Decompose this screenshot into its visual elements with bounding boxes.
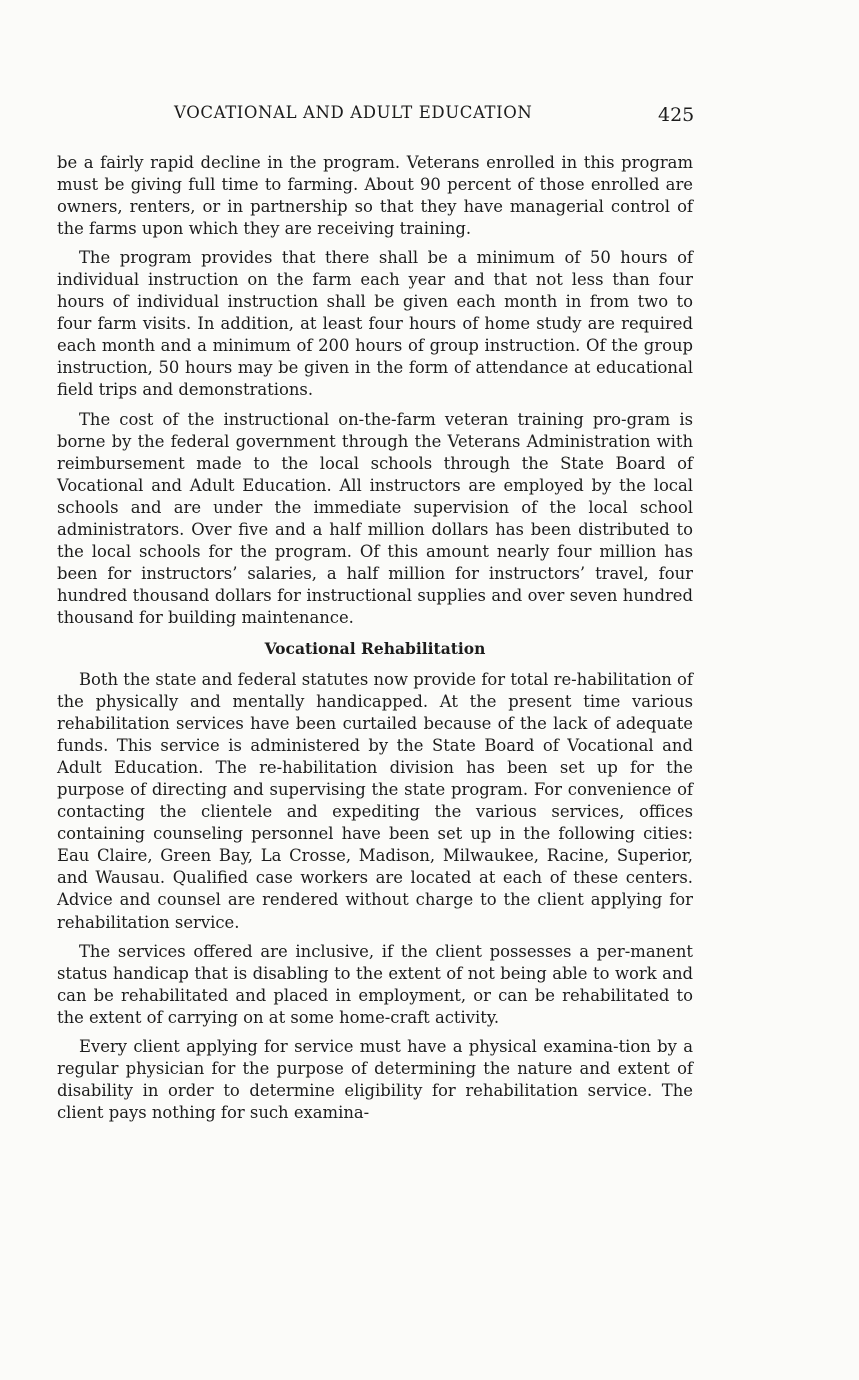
paragraph-rehabilitation-overview: Both the state and federal statutes now provide for total re-habilitation of the physically and mentally handicapped. At the present time various rehabilitation services have been curtailed because of the lack of adequate funds. This service is administered by the State Board of Vocational and Adult Education. The re-habilitation division has been set up for the purpose of directing and supervising the state program. For convenience of contacting the clientele and expediting the various services, offices containing counseling personnel have been set up in the following cities: Eau Claire, Green Bay, La Crosse, Madison, Milwaukee, Racine, Superior, and Wausau. Qualified case workers are located at each of these centers. Advice and counsel are rendered without charge to the client applying for rehabilitation service. [57, 669, 693, 932]
page-number: 425 [658, 104, 695, 126]
page-header [0, 103, 859, 127]
page-body [57, 152, 693, 1124]
running-title: VOCATIONAL AND ADULT EDUCATION [174, 103, 533, 122]
paragraph-services-offered: The services offered are inclusive, if the client possesses a per-manent status handicap that is disabling to the extent of not being able to work and can be rehabilitated and placed in employment, or can be rehabilitated to the extent of carrying on at some home-craft activity. [57, 941, 693, 1027]
paragraph-instruction-hours: The program provides that there shall be a minimum of 50 hours of individual instruction on the farm each year and that not less than four hours of individual instruction shall be given each month in from two to four farm visits. In addition, at least four hours of home study are required each month and a minimum of 200 hours of group instruction. Of the group instruction, 50 hours may be given in the form of attendance at educational field trips and demonstrations. [57, 248, 693, 400]
paragraph-program-cost: The cost of the instructional on-the-farm veteran training pro-gram is borne by the federal government through the Veterans Administration with reimbursement made to the local schools through the State Board of Vocational and Adult Education. All instructors are employed by the local schools and are under the immediate supervision of the local school administrators. Over five and a half million dollars has been distributed to the local schools for the program. Of this amount nearly four million has been for instructors’ salaries, a half million for instructors’ travel, four hundred thousand dollars for instructional supplies and over seven hundred thousand for building maintenance. [57, 409, 693, 627]
paragraph-physical-examination: Every client applying for service must have a physical examina-tion by a regular physician for the purpose of determining the nature and extent of disability in order to determine eligibility for rehabilitation service. The client pays nothing for such examina- [57, 1036, 693, 1122]
section-heading: Vocational Rehabilitation [264, 638, 486, 658]
paragraph-continued: be a fairly rapid decline in the program. Veterans enrolled in this program must be giving full time to farming. About 90 percent of those enrolled are owners, renters, or in partnership so that they have managerial control of the farms upon which they are receiving training. [57, 153, 693, 239]
